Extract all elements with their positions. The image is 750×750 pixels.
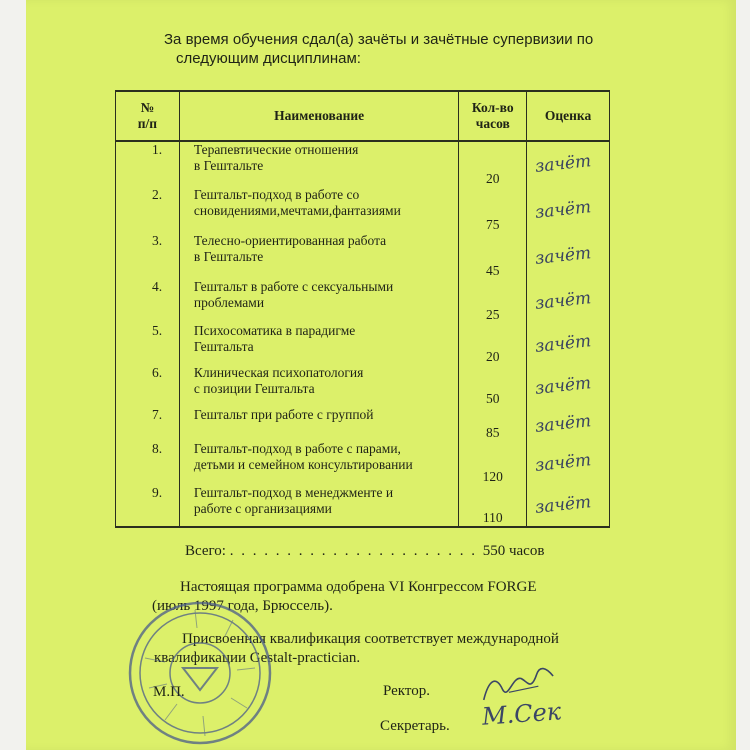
row-name-line-2: в Гештальте bbox=[193, 249, 264, 264]
row-number: 4. bbox=[116, 279, 180, 323]
row-name-line-1: Клиническая психопатология bbox=[193, 365, 364, 380]
grade-handwritten: зачёт bbox=[534, 151, 593, 177]
header-name: Наименование bbox=[179, 91, 459, 141]
row-name-line-2: с позиции Гештальта bbox=[193, 381, 315, 396]
row-hours: 85 bbox=[459, 407, 527, 441]
total-value: 550 часов bbox=[482, 543, 545, 559]
row-name-line-1: Психосоматика в парадигме bbox=[193, 323, 356, 338]
total-dots: . . . . . . . . . . . . . . . . . . . . . . bbox=[229, 543, 483, 559]
rector-label: Ректор. bbox=[383, 683, 430, 699]
grade-handwritten: зачёт bbox=[534, 196, 593, 223]
official-stamp-image bbox=[125, 598, 275, 748]
grade-handwritten: зачёт bbox=[534, 330, 593, 357]
row-discipline-name bbox=[179, 407, 459, 441]
grade-handwritten: зачёт bbox=[534, 410, 593, 437]
row-grade bbox=[527, 323, 610, 365]
table-row bbox=[116, 233, 610, 279]
total-label: Всего: bbox=[185, 543, 226, 559]
row-grade bbox=[527, 141, 610, 187]
stamp-place-label: М.П. bbox=[153, 684, 185, 700]
secretary-label: Секретарь. bbox=[380, 718, 450, 734]
row-number: 6. bbox=[116, 365, 180, 407]
table-row bbox=[116, 187, 610, 233]
table-row bbox=[116, 407, 610, 441]
table-row bbox=[116, 441, 610, 485]
qualification-line-1: Присвоенная квалификация соответствует международной bbox=[182, 631, 559, 647]
header-number: № п/п bbox=[116, 91, 180, 141]
row-name-line-1: Гештальт-подход в работе со bbox=[193, 187, 360, 202]
row-name-line-2: сновидениями,мечтами,фантазиями bbox=[193, 203, 401, 218]
row-hours: 75 bbox=[459, 187, 527, 233]
approval-line-1: Настоящая программа одобрена VI Конгрессом FORGE bbox=[180, 579, 537, 595]
row-hours: 110 bbox=[459, 485, 527, 527]
row-name-line-2: проблемами bbox=[193, 295, 265, 310]
grade-handwritten: зачёт bbox=[534, 242, 593, 269]
row-hours: 45 bbox=[459, 233, 527, 279]
row-number: 7. bbox=[116, 407, 180, 441]
row-name-line-2: Гештальта bbox=[193, 339, 254, 354]
intro-line-2: следующим дисциплинам: bbox=[176, 50, 361, 67]
row-discipline-name bbox=[179, 323, 459, 365]
header-hours: Кол-во часов bbox=[459, 91, 527, 141]
disciplines-table bbox=[115, 90, 610, 528]
row-name-line-1: Гештальт-подход в менеджменте и bbox=[193, 485, 394, 500]
header-grade: Оценка bbox=[527, 91, 610, 141]
row-grade bbox=[527, 233, 610, 279]
row-number: 3. bbox=[116, 233, 180, 279]
row-grade bbox=[527, 407, 610, 441]
row-discipline-name bbox=[179, 187, 459, 233]
row-discipline-name bbox=[179, 441, 459, 485]
row-discipline-name bbox=[179, 485, 459, 527]
grade-handwritten: зачёт bbox=[534, 492, 593, 518]
row-grade bbox=[527, 441, 610, 485]
secretary-signature: М.Сек bbox=[481, 697, 562, 731]
row-number: 1. bbox=[116, 141, 180, 187]
intro-text bbox=[164, 30, 750, 68]
row-discipline-name bbox=[179, 233, 459, 279]
row-hours: 25 bbox=[459, 279, 527, 323]
row-hours: 50 bbox=[459, 365, 527, 407]
total-hours bbox=[185, 543, 544, 560]
table-row bbox=[116, 323, 610, 365]
row-discipline-name bbox=[179, 365, 459, 407]
row-name-line-1: Гештальт в работе с сексуальными bbox=[193, 279, 394, 294]
row-hours: 120 bbox=[459, 441, 527, 485]
row-discipline-name bbox=[179, 279, 459, 323]
grade-handwritten: зачёт bbox=[534, 372, 593, 399]
row-number: 2. bbox=[116, 187, 180, 233]
row-name-line-1: Гештальт-подход в работе с парами, bbox=[193, 441, 401, 456]
row-name-line-2: в Гештальте bbox=[193, 158, 264, 173]
row-name-line-2: работе с организациями bbox=[193, 501, 332, 516]
approval-line-2: (июль 1997 года, Брюссель). bbox=[152, 598, 333, 614]
grade-handwritten: зачёт bbox=[534, 287, 593, 314]
table-row bbox=[116, 279, 610, 323]
row-number: 5. bbox=[116, 323, 180, 365]
row-grade bbox=[527, 365, 610, 407]
row-name-line-1: Телесно-ориентированная работа bbox=[193, 233, 387, 248]
row-name-line-1: Терапевтические отношения bbox=[193, 142, 359, 157]
row-hours: 20 bbox=[459, 323, 527, 365]
row-name-line-1: Гештальт при работе с группой bbox=[193, 407, 374, 422]
row-grade bbox=[527, 187, 610, 233]
row-grade bbox=[527, 485, 610, 527]
qualification-line-2: квалификации Gestalt-practician. bbox=[154, 650, 361, 666]
row-grade bbox=[527, 279, 610, 323]
grade-handwritten: зачёт bbox=[534, 449, 593, 476]
row-discipline-name bbox=[179, 141, 459, 187]
intro-line-1: За время обучения сдал(а) зачёты и зачётные супервизии по bbox=[164, 31, 594, 48]
row-number: 8. bbox=[116, 441, 180, 485]
table-row bbox=[116, 485, 610, 527]
row-name-line-2: детьми и семейном консультировании bbox=[193, 457, 413, 472]
row-number: 9. bbox=[116, 485, 180, 527]
row-hours: 20 bbox=[459, 141, 527, 187]
table-row bbox=[116, 141, 610, 187]
table-row bbox=[116, 365, 610, 407]
table-header-row bbox=[116, 91, 610, 141]
